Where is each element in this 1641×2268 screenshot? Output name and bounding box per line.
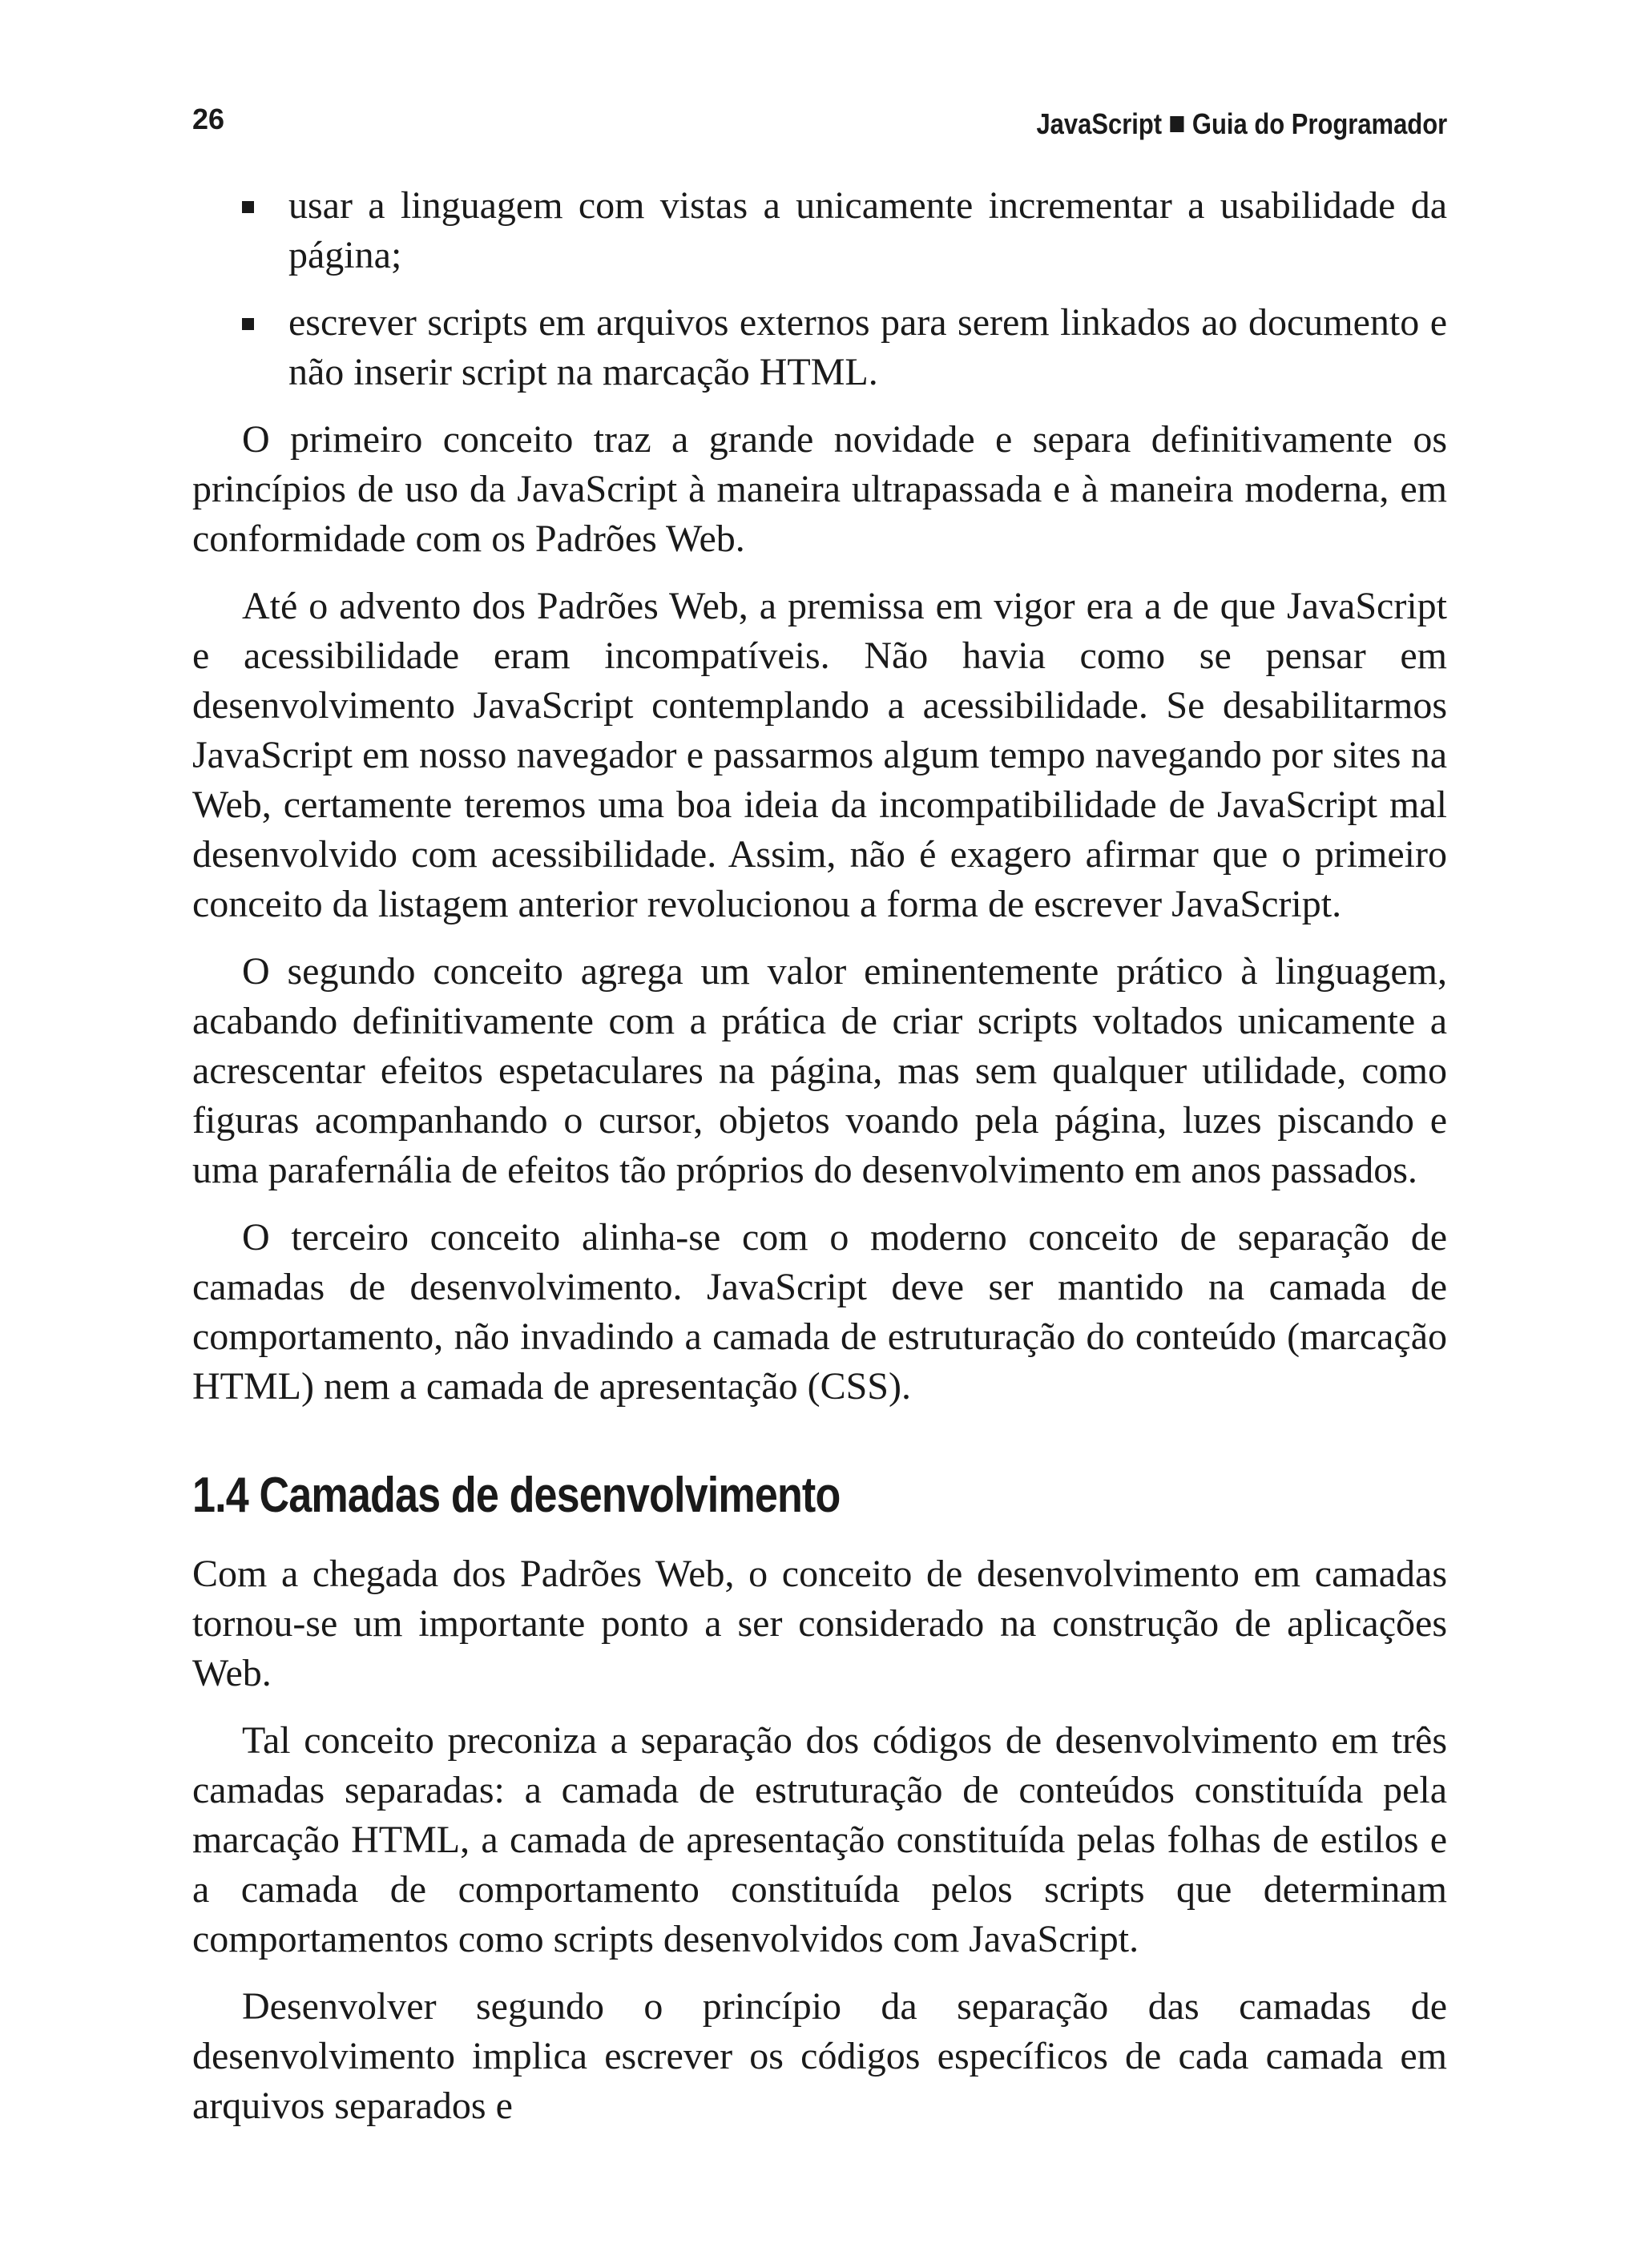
bullet-text: usar a linguagem com vistas a unicamente incrementar a usabilidade da página; (288, 184, 1447, 276)
running-title (1036, 107, 1447, 141)
square-separator-icon (1170, 116, 1183, 132)
paragraph: O primeiro conceito traz a grande novidade e separa definitivamente os princípios de uso da JavaScript à maneira ultrapassada e à maneira moderna, em conformidade com os Padrões Web. (192, 418, 1447, 560)
body-text (192, 181, 1447, 2149)
bullet-text: escrever scripts em arquivos externos para serem linkados ao documento e não inserir script na marcação HTML. (288, 301, 1447, 393)
paragraph: Até o advento dos Padrões Web, a premissa em vigor era a de que JavaScript e acessibilidade eram incompatíveis. Não havia como se pensar em desenvolvimento JavaScript contemplando a acessibilidade. Se desabilitarmos JavaScript em nosso navegador e passarmos algum tempo navegando por sites na Web, certamente teremos uma boa ideia da incompatibilidade de JavaScript mal desenvolvido com acessibilidade. Assim, não é exagero afirmar que o primeiro conceito da listagem anterior revolucionou a forma de escrever JavaScript. (192, 585, 1447, 925)
running-title-subtitle: Guia do Programador (1191, 107, 1447, 140)
running-title-book: JavaScript (1036, 107, 1162, 140)
square-bullet-icon (242, 318, 254, 330)
paragraph: O segundo conceito agrega um valor eminentemente prático à linguagem, acabando definitivamente com a prática de criar scripts voltados unicamente a acrescentar efeitos espetaculares na página, mas sem qualquer utilidade, como figuras acompanhando o cursor, objetos voando pela página, luzes piscando e uma parafernália de efeitos tão próprios do desenvolvimento em anos passados. (192, 950, 1447, 1191)
paragraph: Tal conceito preconiza a separação dos códigos de desenvolvimento em três camadas separadas: a camada de estruturação de conteúdos constituída pela marcação HTML, a camada de apresentação constituída pelas folhas de estilos e a camada de comportamento constituída pelos scripts que determinam comportamentos como scripts desenvolvidos com JavaScript. (192, 1719, 1447, 1960)
page-number: 26 (192, 103, 225, 135)
paragraph: Desenvolver segundo o princípio da separação das camadas de desenvolvimento implica escrever os códigos específicos de cada camada em arquivos separados e (192, 1985, 1447, 2127)
running-header (192, 103, 1447, 151)
paragraph: O terceiro conceito alinha-se com o moderno conceito de separação de camadas de desenvolvimento. JavaScript deve ser mantido na camada de comportamento, não invadindo a camada de estruturação do conteúdo (marcação HTML) nem a camada de apresentação (CSS). (192, 1216, 1447, 1408)
section-heading: 1.4 Camadas de desenvolvimento (192, 1468, 841, 1523)
bullet-item (192, 298, 1447, 397)
bullet-list (192, 181, 1447, 397)
square-bullet-icon (242, 201, 254, 213)
paragraph: Com a chegada dos Padrões Web, o conceito de desenvolvimento em camadas tornou-se um importante ponto a ser considerado na construção de aplicações Web. (192, 1553, 1447, 1694)
bullet-item (192, 181, 1447, 280)
